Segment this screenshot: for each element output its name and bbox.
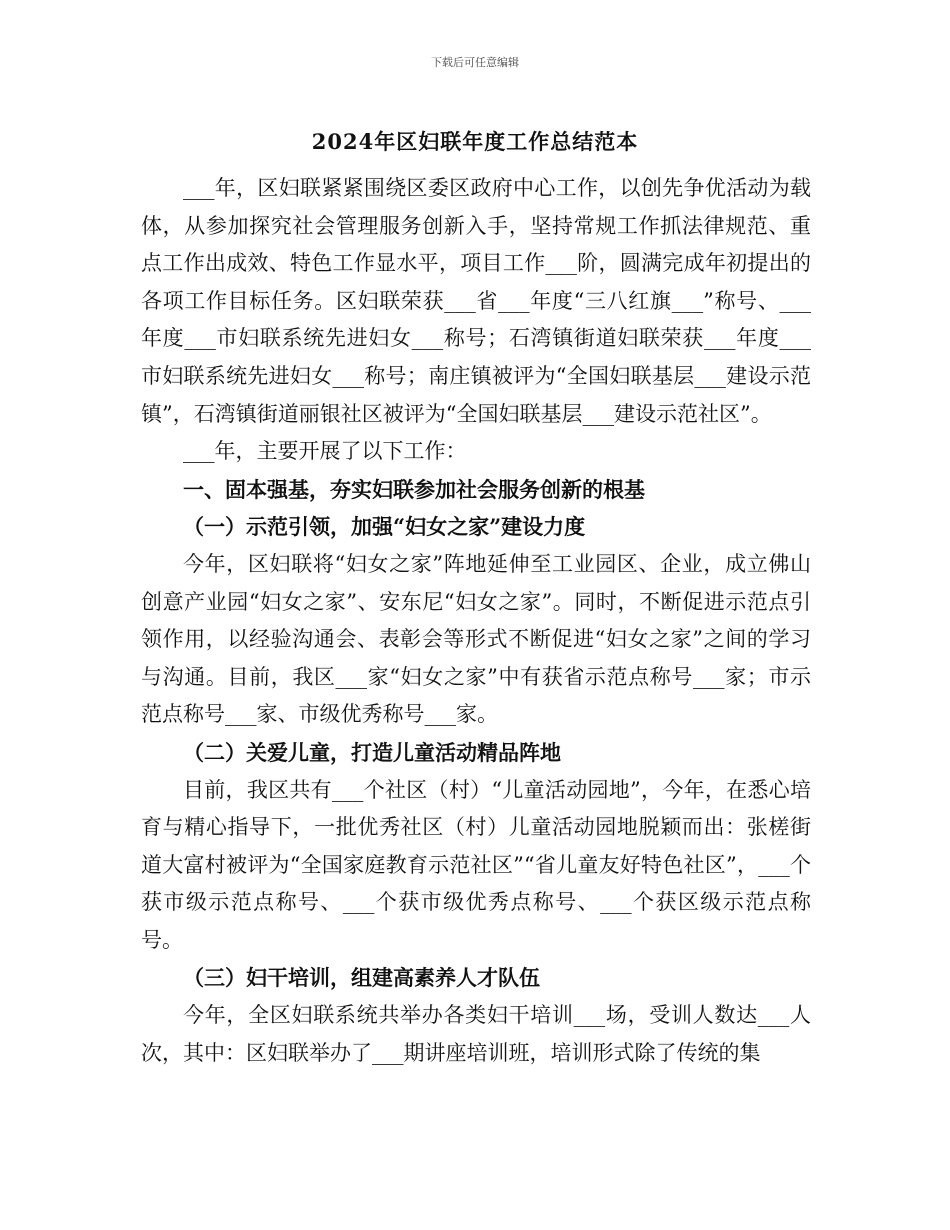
- subsection-heading-3: （三）妇干培训，组建高素养人才队伍: [183, 965, 540, 991]
- paragraph-womens-home: 今年，区妇联将“妇女之家”阵地延伸至工业园区、企业，成立佛山创意产业园“妇女之家”、安东尼“妇女之家”。同时，不断促进示范点引领作用，以经验沟通会、表彰会等形式不断促进“妇女之家”之间的学习与沟通。目前，我区___家“妇女之家”中有获省示范点称号___家；市示范点称号___家、市级优秀称号___家。: [141, 551, 811, 727]
- header-note: 下载后可任意编辑: [431, 56, 519, 69]
- subsection-heading-1: （一）示范引领，加强“妇女之家”建设力度: [183, 514, 586, 540]
- document-body: [141, 170, 811, 1072]
- paragraph-children: 目前，我区共有___个社区（村）“儿童活动园地”，今年，在悉心培育与精心指导下，一批优秀社区（村）儿童活动园地脱颖而出：张槎街道大富村被评为“全国家庭教育示范社区”“省儿童友好特色社区”，___个获市级示范点称号、___个获市级优秀点称号、___个获区级示范点称号。: [141, 777, 811, 952]
- document-title: 2024年区妇联年度工作总结范本: [311, 129, 639, 154]
- paragraph-intro: ___年，区妇联紧紧围绕区委区政府中心工作，以创先争优活动为载体，从参加探究社会管理服务创新入手，坚持常规工作抓法律规范、重点工作出成效、特色工作显水平，项目工作___阶，圆满完成年初提出的各项工作目标任务。区妇联荣获___省___年度“三八红旗___”称号、___年度___市妇联系统先进妇女___称号；石湾镇街道妇联荣获___年度___市妇联系统先进妇女___称号；南庄镇被评为“全国妇联基层___建设示范镇”，石湾镇街道丽银社区被评为“全国妇联基层___建设示范社区”。: [141, 176, 811, 426]
- paragraph-training: 今年，全区妇联系统共举办各类妇干培训___场，受训人数达___人次，其中：区妇联举办了___期讲座培训班，培训形式除了传统的集: [141, 1003, 811, 1065]
- subsection-heading-2: （二）关爱儿童，打造儿童活动精品阵地: [183, 739, 561, 765]
- section-heading-1: 一、固本强基，夯实妇联参加社会服务创新的根基: [183, 476, 645, 502]
- paragraph-work-intro: ___年，主要开展了以下工作：: [183, 439, 467, 464]
